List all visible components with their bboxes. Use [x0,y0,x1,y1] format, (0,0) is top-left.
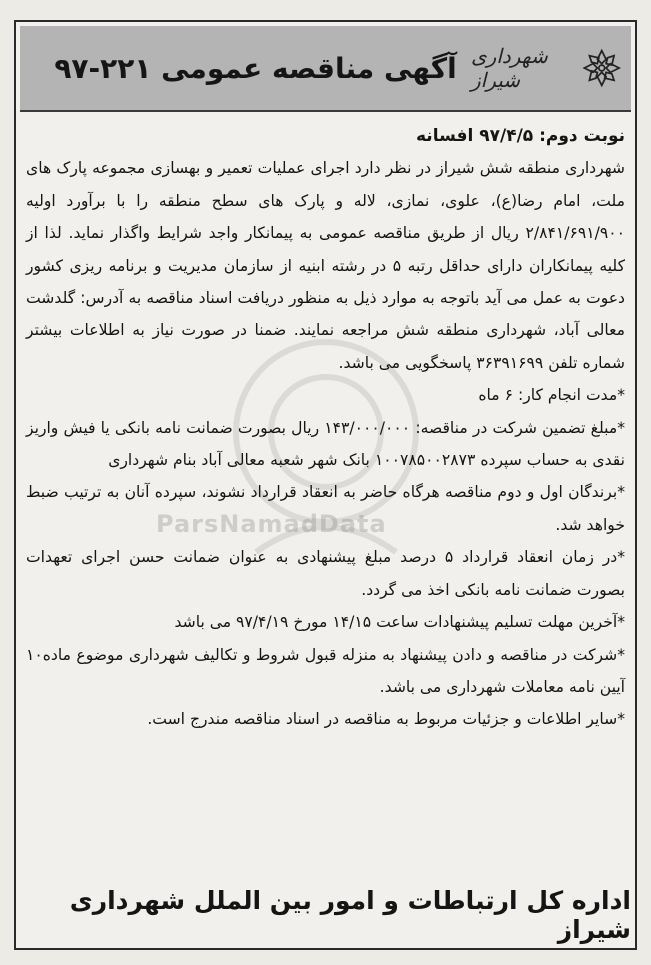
ad-body [26,120,625,878]
watermark-text: ParsNamadData [156,510,387,538]
ad-header [20,26,631,112]
ad-footer-signature: اداره کل ارتباطات و امور بین الملل شهرداری شیراز [69,886,631,944]
winners-item: *برندگان اول و دوم مناقصه هرگاه حاضر به انعقاد قرارداد نشوند، سپرده آنان به ترتیب ضبط خواهد شد. [26,483,625,534]
acceptance-item: *شرکت در مناقصه و دادن پیشنهاد به منزله قبول شروط و تکالیف شهرداری موضوع ماده۱۰ آیین نامه معاملات شهرداری می باشد. [26,645,625,696]
shiraz-municipality-logo [471,26,631,110]
performance-bond-item: *در زمان انعقاد قرارداد ۵ درصد مبلغ پیشنهادی به عنوان ضمانت حسن اجرای تعهدات بصورت ضمانت نامه بانکی اخذ می گردد. [26,548,625,599]
logo-text: شهرداری شیراز [471,44,548,92]
shiraz-flower-logo-icon [580,40,623,96]
details-item: *سایر اطلاعات و جزئیات مربوط به مناقصه در اسناد مناقصه مندرج است. [147,710,625,729]
deadline-item: *آخرین مهلت تسلیم پیشنهادات ساعت ۱۴/۱۵ مورخ ۹۷/۴/۱۹ می باشد [174,613,625,632]
ad-title: آگهی مناقصه عمومی ۲۲۱-۹۷ [54,51,457,85]
intro-paragraph: شهرداری منطقه شش شیراز در نظر دارد اجرای عملیات تعمیر و بهسازی مجموعه پارک های ملت، امام رضا(ع)، علوی، نمازی، لاله و پارک های سطح منطقه را با برآورد اولیه ۲/۸۴۱/۶۹۱/۹۰۰ ریال از طریق مناقصه عمومی به پیمانکار واجد شرایط واگذار نماید. لذا از کلیه پیمانکاران دارای حداقل رتبه ۵ در رشته ابنیه از سازمان مدیریت و برنامه ریزی کشور دعوت به عمل می آید باتوجه به موارد ذیل به منظور دریافت اسناد مناقصه به آدرس: گلدشت معالی آباد، شهرداری منطقه شش مراجعه نمایند. ضمنا در صورت نیاز به اطلاعات بیشتر شماره تلفن ۳۶۳۹۱۶۹۹ پاسخگویی می باشد. [26,159,625,372]
guarantee-item: *مبلغ تضمین شرکت در مناقصه: ۱۴۳/۰۰۰/۰۰۰ ریال بصورت ضمانت نامه بانکی یا فیش واریز نقدی به حساب سپرده ۱۰۰۷۸۵۰۰۲۸۷۳ بانک شهر شعبه معالی آباد بنام شهرداری [26,418,625,470]
duration-item: *مدت انجام کار: ۶ ماه [478,386,625,405]
advertisement-frame [14,20,637,950]
issue-line: نوبت دوم: ۹۷/۴/۵ افسانه [416,126,625,146]
